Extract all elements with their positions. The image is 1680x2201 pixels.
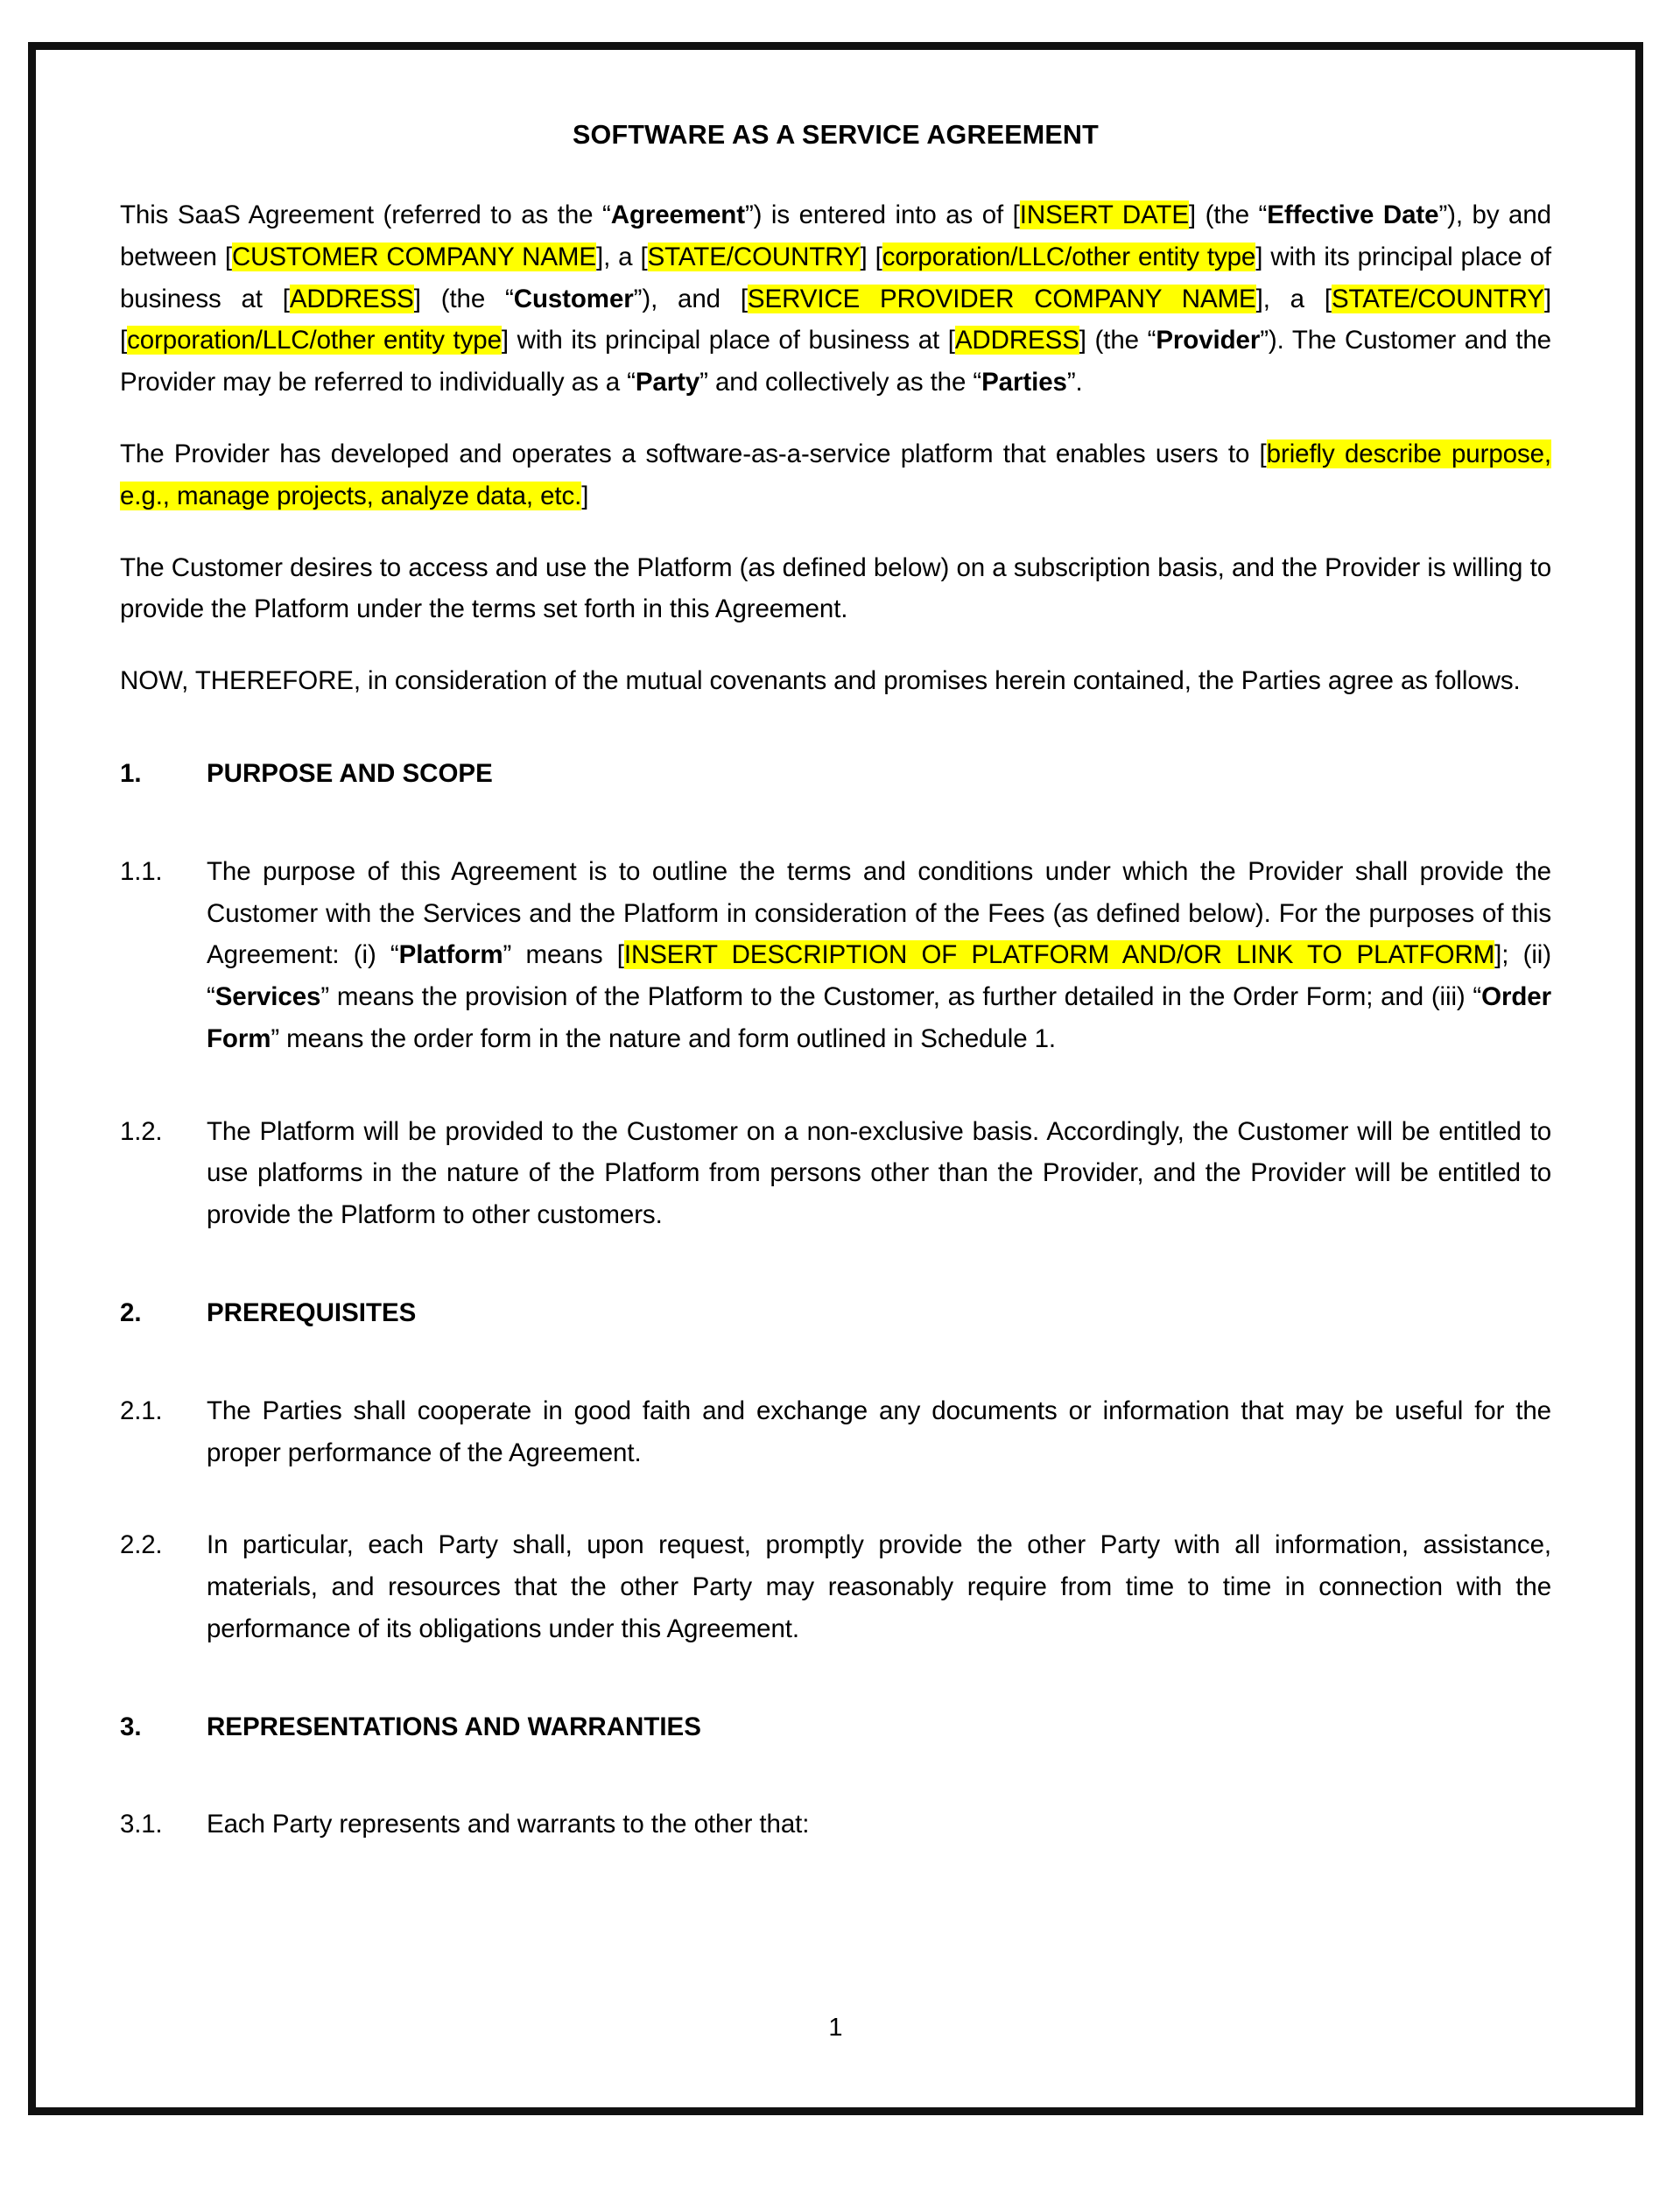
placeholder-service-provider-company-name: SERVICE PROVIDER COMPANY NAME (747, 284, 1256, 313)
preamble-p1-text-12: ] with its principal place of business at [ (501, 326, 955, 355)
preamble-p2-text-2: ] (581, 481, 589, 510)
preamble-p1-text-5: ], a [ (595, 242, 648, 271)
clause-body-1-2: The Platform will be provided to the Customer on a non-exclusive basis. Accordingly, the Customer will be entitled to use platforms in the nature of the Platform from persons other than the Provider, and the Provider will be entitled to provide the Platform to other customers. (207, 1116, 1551, 1230)
page-number: 1 (828, 2014, 843, 2042)
placeholder-customer-state-country: STATE/COUNTRY (647, 242, 861, 271)
section-heading-1 (120, 753, 1551, 795)
preamble-p1-text-13: ] (the “ (1079, 326, 1156, 355)
preamble-paragraph-4: NOW, THEREFORE, in consideration of the mutual covenants and promises herein contained, the Parties agree as follows. (120, 666, 1521, 696)
clause-1-1-text-2: ” means [ (503, 940, 624, 970)
spacer (120, 1266, 1551, 1292)
term-order-form: Order Form (207, 982, 1551, 1053)
spacer (120, 1680, 1551, 1706)
preamble-p1-text-10: ], a [ (1255, 284, 1332, 313)
term-platform: Platform (398, 940, 503, 970)
clause-1-1-text-5: ” means the order form in the nature and form outlined in Schedule 1. (271, 1023, 1056, 1053)
placeholder-insert-date: INSERT DATE (1019, 200, 1189, 230)
clause-1-2 (120, 1111, 1551, 1236)
preamble-p1-text-3: ] (the “ (1188, 200, 1268, 230)
spacer (120, 732, 1551, 753)
spacer (120, 1503, 1551, 1524)
clause-2-1 (120, 1390, 1551, 1474)
preamble-p1-text-4: ”), by and between [ (120, 200, 1551, 271)
placeholder-provider-entity-type: corporation/LLC/other entity type (127, 326, 502, 355)
section-title-2: PREREQUISITES (207, 1297, 417, 1327)
term-provider: Provider (1156, 326, 1261, 355)
clause-number-2-1: 2.1. (120, 1396, 163, 1425)
placeholder-customer-company-name: CUSTOMER COMPANY NAME (231, 242, 596, 271)
clause-number-1-2: 1.2. (120, 1116, 163, 1146)
preamble-p1-text-14: ”). The Customer and the Provider may be referred to individually as a “ (120, 326, 1551, 397)
preamble-p1-text-1: This SaaS Agreement (referred to as the “ (120, 200, 611, 230)
preamble-p1-text-15: ” and collectively as the “ (699, 368, 982, 397)
term-effective-date: Effective Date (1267, 200, 1439, 230)
clause-body-2-1: The Parties shall cooperate in good faith and exchange any documents or information that may be useful for the proper performance of the Agreement. (207, 1396, 1551, 1467)
preamble-p1-text-9: ”), and [ (633, 284, 748, 313)
page-content (36, 50, 1635, 2107)
section-title-1: PURPOSE AND SCOPE (207, 758, 493, 788)
document-page (28, 42, 1643, 2115)
section-number-1: 1. (120, 758, 142, 788)
term-parties: Parties (981, 368, 1067, 397)
preamble-p1-text-6: ] [ (860, 242, 882, 271)
preamble-paragraph-2 (120, 433, 1551, 517)
section-title-3: REPRESENTATIONS AND WARRANTIES (207, 1712, 701, 1741)
term-party: Party (635, 368, 700, 397)
spacer (120, 1090, 1551, 1111)
clause-body-2-2: In particular, each Party shall, upon request, promptly provide the other Party with all information, assistance, materials, and resources that the other Party may reasonably require from time to time in connection with the performance of its obligations under this Agreement. (207, 1530, 1551, 1643)
section-number-2: 2. (120, 1297, 142, 1327)
preamble-p2-text-1: The Provider has developed and operates a software-as-a-service platform that enables users to [ (120, 439, 1267, 469)
section-number-3: 3. (120, 1712, 142, 1741)
placeholder-provider-address: ADDRESS (954, 326, 1079, 355)
preamble-p1-text-7: ] with its principal place of business at [ (120, 242, 1551, 313)
placeholder-provider-state-country: STATE/COUNTRY (1331, 284, 1544, 313)
clause-2-2 (120, 1524, 1551, 1649)
preamble-p1-text-16: ”. (1066, 368, 1083, 397)
section-heading-2 (120, 1292, 1551, 1334)
clause-number-3-1: 3.1. (120, 1810, 163, 1839)
preamble-paragraph-3: The Customer desires to access and use the Platform (as defined below) on a subscription basis, and the Provider is willing to provide the Platform under the terms set forth in this Agreement. (120, 552, 1551, 624)
preamble-p1-text-8: ] (the “ (413, 284, 514, 313)
term-services: Services (214, 982, 321, 1012)
placeholder-platform-description: INSERT DESCRIPTION OF PLATFORM AND/OR LINK TO PLATFORM (623, 940, 1495, 970)
clause-number-2-2: 2.2. (120, 1530, 163, 1560)
clause-1-1-text-3: ]; (ii) “ (207, 940, 1551, 1012)
clause-1-1-text-1: The purpose of this Agreement is to outline the terms and conditions under which the Provider shall provide the Customer with the Services and the Platform in consideration of the Fees (as defined below). For the purposes of this Agreement: (i) “ (207, 856, 1551, 970)
placeholder-platform-purpose: briefly describe purpose, e.g., manage projects, analyze data, etc. (120, 439, 1552, 510)
section-heading-3 (120, 1706, 1551, 1748)
term-agreement: Agreement (610, 200, 745, 230)
placeholder-customer-entity-type: corporation/LLC/other entity type (882, 242, 1256, 271)
term-customer: Customer (513, 284, 634, 313)
preamble-p1-text-11: ] [ (120, 284, 1551, 355)
spacer (120, 1364, 1551, 1390)
spacer (120, 825, 1551, 851)
clause-body-3-1: Each Party represents and warrants to the other that: (207, 1810, 810, 1839)
clause-1-1-text-4: ” means the provision of the Platform to the Customer, as further detailed in the Order Form; and (iii) “ (320, 982, 1482, 1012)
document-title: SOFTWARE AS A SERVICE AGREEMENT (572, 120, 1099, 150)
clause-number-1-1: 1.1. (120, 856, 163, 886)
clause-body-1-1 (207, 851, 1551, 1060)
clause-3-1 (120, 1804, 1551, 1846)
clause-1-1 (120, 851, 1551, 1060)
placeholder-customer-address: ADDRESS (289, 284, 414, 313)
preamble-paragraph-1 (120, 194, 1551, 404)
preamble-p1-text-2: ”) is entered into as of [ (744, 200, 1020, 230)
spacer (120, 1777, 1551, 1804)
